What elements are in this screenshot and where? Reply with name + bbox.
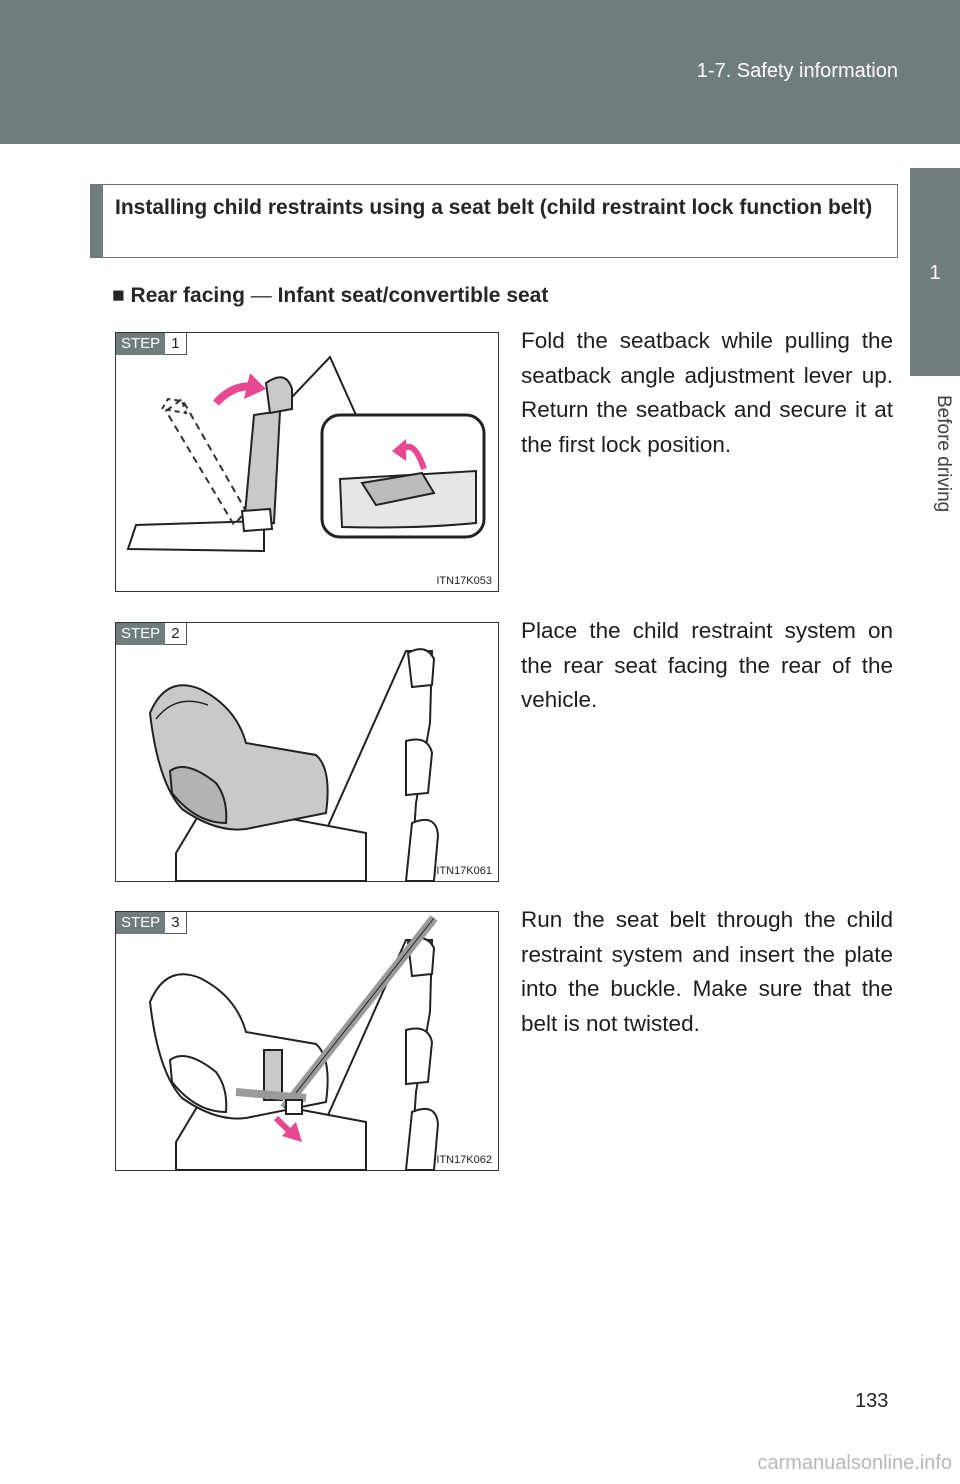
seatback-fold-illustration: [116, 333, 500, 593]
subheading-part1: Rear facing: [130, 284, 245, 307]
watermark: carmanualsonline.info: [757, 1452, 952, 1474]
chapter-number: 1: [929, 262, 941, 284]
step-number: 3: [165, 912, 186, 934]
subheading-dash: —: [250, 284, 272, 307]
step-1-text: Fold the seatback while pulling the seatback angle adjustment lever up. Return the seatback and secure it at the first lock position.: [521, 328, 893, 457]
step-badge: [116, 333, 187, 355]
step-badge: [116, 623, 187, 645]
step-word: STEP: [116, 623, 165, 645]
step-number: 1: [165, 333, 186, 355]
bullet-icon: ■: [112, 284, 125, 307]
step-2-text: Place the child restraint system on the rear seat facing the rear of the vehicle.: [521, 618, 893, 712]
chapter-title: Before driving: [933, 395, 954, 513]
section-heading: Installing child restraints using a seat belt (child restraint lock function belt): [115, 196, 873, 219]
subheading: [112, 284, 548, 308]
step-2-figure: [115, 622, 499, 882]
figure-code: ITN17K062: [436, 1154, 492, 1166]
step-3-figure: [115, 911, 499, 1171]
page-number: 133: [855, 1390, 889, 1412]
step-word: STEP: [116, 333, 165, 355]
figure-code: ITN17K061: [436, 865, 492, 877]
figure-code: ITN17K053: [436, 575, 492, 587]
step-number: 2: [165, 623, 186, 645]
section-reference: 1-7. Safety information: [696, 60, 898, 82]
heading-accent-bar: [91, 185, 103, 257]
header-band: [0, 0, 960, 144]
section-heading-box: [90, 184, 898, 258]
step-badge: [116, 912, 187, 934]
seat-belt-routing-illustration: [116, 912, 500, 1172]
step-3-text: Run the seat belt through the child restraint system and insert the plate into the buckle. Make sure that the belt is not twisted.: [521, 907, 893, 1036]
step-word: STEP: [116, 912, 165, 934]
step-1-figure: [115, 332, 499, 592]
child-seat-placement-illustration: [116, 623, 500, 883]
subheading-part2: Infant seat/convertible seat: [277, 284, 549, 307]
